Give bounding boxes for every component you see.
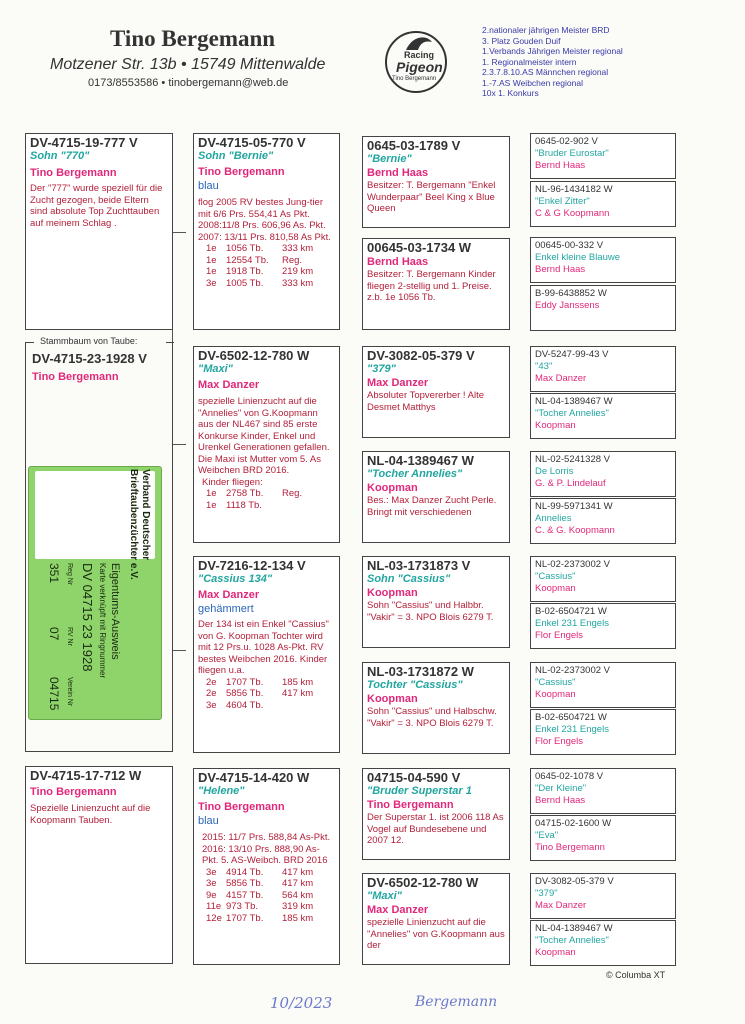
gp-text: 2015: 11/7 Prs. 588,84 As-Pkt. 2016: 13/10 Prs. 888,90 As-Pkt. 5. AS-Weibch. BRD 2016 <box>202 832 331 866</box>
result-row: 3e 4604 Tb. <box>206 699 264 711</box>
card-rv: 07 <box>47 627 61 641</box>
breeder-contact: 0173/8553586 • tinobergemann@web.de <box>88 77 289 89</box>
result-row: 1e 1056 Tb. 333 km <box>206 243 314 254</box>
card-lbl-reg: Reg Nr <box>66 563 73 586</box>
achievement: 1.-7.AS Weibchen regional <box>482 77 583 88</box>
gggp-owner: Koopman <box>535 583 576 594</box>
gggp-box <box>530 285 676 331</box>
ggp-name: "Bernie" <box>367 153 412 165</box>
ownership-card-content <box>29 467 161 719</box>
gggp-owner: Eddy Janssens <box>535 300 600 311</box>
achievement: 2.nationaler jährigen Meister BRD <box>482 25 610 35</box>
subject-top-line <box>26 342 34 343</box>
gp-text-2: Kinder fliegen: <box>202 476 263 488</box>
sire-ring: DV-4715-19-777 V <box>30 135 138 150</box>
ggp-ring: 00645-03-1734 W <box>367 240 472 255</box>
signature: Bergemann <box>415 994 498 1010</box>
ownership-card <box>28 466 162 720</box>
great-grandparent-box <box>362 451 510 543</box>
ggp-name: "Bruder Superstar 1 <box>367 785 472 797</box>
gp-ring: DV-6502-12-780 W <box>198 348 310 363</box>
gggp-name: "Bruder Eurostar" <box>535 148 609 159</box>
gp-ring: DV-4715-05-770 V <box>198 135 306 150</box>
connector-line <box>172 444 186 445</box>
gggp-box <box>530 393 676 439</box>
gp-name: "Cassius 134" <box>198 573 273 585</box>
gggp-name: Enkel 231 Engels <box>535 618 609 629</box>
gp-text: flog 2005 RV bestes Jung-tier mit 6/6 Prs. 554,41 As Pkt. 2008:11/8 Prs. 606,96 As. Pkt. 2007: 13/11 Prs. 810,58 As Pkt. <box>198 197 331 243</box>
gggp-name: De Lorris <box>535 466 574 477</box>
card-ring: DV 04715 23 1928 <box>80 563 95 672</box>
sire-box <box>25 133 173 330</box>
ggp-owner: Koopman <box>367 482 418 494</box>
gggp-box <box>530 451 676 497</box>
great-grandparent-box <box>362 662 510 754</box>
gggp-owner: Flor Engels <box>535 736 584 747</box>
gggp-ring: 04715-02-1600 W <box>535 818 612 829</box>
grandparent-box <box>193 556 340 753</box>
gggp-box <box>530 237 676 283</box>
handwritten-date: 10/2023 <box>270 994 333 1012</box>
gggp-ring: DV-5247-99-43 V <box>535 349 609 360</box>
card-reg: 351 <box>47 563 61 584</box>
gggp-box <box>530 768 676 814</box>
achievement: 1. Regionalmeister intern <box>482 56 577 67</box>
result-row: 3e 5856 Tb. 417 km <box>206 878 314 889</box>
gggp-ring: DV-3082-05-379 V <box>535 876 614 887</box>
gggp-name: "Cassius" <box>535 677 576 688</box>
ggp-owner: Bernd Haas <box>367 256 429 268</box>
gggp-name: "Tocher Annelies" <box>535 935 609 946</box>
gp-text: Der 134 ist ein Enkel "Cassius" von G. Koopman Tochter wird mit 12 Prs.u. 1028 As-Pkt. RV bestes Weibchen 2016. Kinder fliegen u.a. <box>198 619 329 676</box>
gggp-owner: G. & P. Lindelauf <box>535 478 606 489</box>
ggp-owner: Max Danzer <box>367 904 429 916</box>
ggp-owner: Koopman <box>367 587 418 599</box>
ggp-name: "379" <box>367 363 396 375</box>
gggp-ring: 0645-02-902 V <box>535 136 598 147</box>
result-row: 3e 4914 Tb. 417 km <box>206 866 314 878</box>
great-grandparent-box <box>362 556 510 648</box>
ggp-ring: NL-03-1731873 V <box>367 558 471 573</box>
logo-text-main: Pigeon <box>396 59 443 75</box>
ggp-name: "Maxi" <box>367 890 402 902</box>
gggp-ring: B-02-6504721 W <box>535 712 607 723</box>
gggp-ring: NL-04-1389467 W <box>535 396 613 407</box>
ggp-ring: 04715-04-590 V <box>367 770 461 785</box>
breeder-name: Tino Bergemann <box>110 26 276 51</box>
connector-line <box>172 232 186 233</box>
gp-ring: DV-7216-12-134 V <box>198 558 306 573</box>
ggp-text: Besitzer: T. Bergemann "Enkel Wunderpaar" Beel King x Blue Queen <box>367 180 496 214</box>
card-lbl-verein: Verein Nr <box>66 677 73 707</box>
gggp-box <box>530 133 676 179</box>
result-row: 1e 1118 Tb. <box>206 499 262 511</box>
result-row: 12e 1707 Tb. 185 km <box>206 912 314 924</box>
dam-box <box>25 766 173 964</box>
gp-name: "Helene" <box>198 785 245 797</box>
gggp-name: "43" <box>535 361 553 372</box>
ggp-ring: NL-03-1731872 W <box>367 664 474 679</box>
ggp-text: Sohn "Cassius" und Halbschw. "Vakir" = 3. NPO Blois 6279 T. <box>367 706 497 729</box>
result-row: 2e 5856 Tb. 417 km <box>206 688 314 699</box>
great-grandparent-box <box>362 136 510 228</box>
gggp-ring: NL-02-2373002 V <box>535 665 610 676</box>
result-row: 9e 4157 Tb. 564 km <box>206 889 314 901</box>
connector-line <box>172 650 186 651</box>
achievement: 3. Platz Gouden Duif <box>482 35 561 46</box>
gggp-ring: NL-02-5241328 V <box>535 454 610 465</box>
gggp-ring: NL-99-5971341 W <box>535 501 613 512</box>
copyright: © Columba XT <box>606 970 666 980</box>
result-row: 1e 1918 Tb. 219 km <box>206 266 314 277</box>
subject-label: Stammbaum von Taube: <box>40 336 138 346</box>
gggp-ring: NL-04-1389467 W <box>535 923 613 934</box>
breeder-address: Motzener Str. 13b • 15749 Mittenwalde <box>50 56 326 73</box>
result-row: 3e 1005 Tb. 333 km <box>206 277 314 289</box>
dam-ring: DV-4715-17-712 W <box>30 768 142 783</box>
gggp-owner: Koopman <box>535 947 576 958</box>
ggp-owner: Bernd Haas <box>367 167 429 179</box>
card-title: Eigentums-Ausweis <box>109 563 121 660</box>
gp-owner: Tino Bergemann <box>198 801 285 813</box>
gggp-box <box>530 181 676 227</box>
gggp-box <box>530 920 676 966</box>
card-lbl-rv: RV Nr <box>66 627 73 646</box>
gggp-name: "379" <box>535 888 558 899</box>
gp-text: spezielle Linienzucht auf die "Annelies" von G.Koopmann aus der NL467 sind 85 erste Konkurse Kinder, Enkel und Urenkel Generationen gefallen. Die Maxi ist Mutter vom 5. As Weibchen BRD 2016. <box>198 396 330 476</box>
gggp-owner: Max Danzer <box>535 900 587 911</box>
gggp-owner: C. & G. Koopmann <box>535 525 615 536</box>
card-org-1: Verband Deutscher <box>140 469 151 561</box>
gp-color: blau <box>198 180 219 192</box>
gggp-box <box>530 815 676 861</box>
gggp-owner: Koopman <box>535 420 576 431</box>
racing-pigeon-logo <box>378 28 458 98</box>
subject-ring: DV-4715-23-1928 V <box>32 351 147 366</box>
gggp-name: Enkel 231 Engels <box>535 724 609 735</box>
gggp-box <box>530 556 676 602</box>
gggp-owner: Bernd Haas <box>535 795 586 806</box>
gggp-ring: 00645-00-332 V <box>535 240 604 251</box>
gggp-name: Annelies <box>535 513 572 524</box>
great-grandparent-box <box>362 238 510 330</box>
ggp-owner: Koopman <box>367 693 418 705</box>
gggp-name: "Enkel Zitter" <box>535 196 590 207</box>
grandparent-box <box>193 133 340 330</box>
gggp-ring: B-02-6504721 W <box>535 606 607 617</box>
ggp-text: Der Superstar 1. ist 2006 118 As Vogel auf Bundesebene und 2007 12. <box>367 812 504 846</box>
ggp-text: Bes.: Max Danzer Zucht Perle. Bringt mit verschiedenen <box>367 495 497 518</box>
gggp-name: Enkel kleine Blauwe <box>535 252 621 263</box>
gp-name: Sohn "Bernie" <box>198 150 274 162</box>
ggp-owner: Tino Bergemann <box>367 799 454 811</box>
ggp-ring: DV-3082-05-379 V <box>367 348 475 363</box>
gggp-ring: B-99-6438852 W <box>535 288 607 299</box>
result-row: 1e 12554 Tb. Reg. <box>206 254 303 266</box>
grandparent-box <box>193 346 340 543</box>
great-grandparent-box <box>362 346 510 438</box>
achievement: 10x 1. Konkurs <box>482 88 539 98</box>
gggp-ring: NL-02-2373002 V <box>535 559 610 570</box>
gp-owner: Max Danzer <box>198 379 260 391</box>
gggp-owner: Flor Engels <box>535 630 584 641</box>
card-verein: 04715 <box>47 677 61 711</box>
gggp-owner: Bernd Haas <box>535 264 586 275</box>
gggp-owner: Koopman <box>535 689 576 700</box>
gp-name: "Maxi" <box>198 363 233 375</box>
ggp-text: spezielle Linienzucht auf die "Annelies" von G.Koopmann aus der <box>367 917 505 951</box>
logo-text-top: Racing <box>404 50 435 60</box>
ggp-name: "Tocher Annelies" <box>367 468 463 480</box>
dam-text: Spezielle Linienzucht auf die Koopmann Tauben. <box>30 803 151 826</box>
gggp-ring: NL-96-1434182 W <box>535 184 613 195</box>
ggp-ring: DV-6502-12-780 W <box>367 875 479 890</box>
ggp-text: Absoluter Topvererber ! Alte Desmet Matthys <box>367 390 485 413</box>
gp-ring: DV-4715-14-420 W <box>198 770 310 785</box>
result-row: 11e 973 Tb. 319 km <box>206 901 314 912</box>
achievement: 2.3.7.8.10.AS Männchen regional <box>482 67 609 77</box>
gggp-name: "Cassius" <box>535 571 576 582</box>
gggp-name: "Eva" <box>535 830 559 841</box>
gggp-owner: Bernd Haas <box>535 160 586 171</box>
subject-owner: Tino Bergemann <box>32 371 119 383</box>
gp-color: blau <box>198 815 219 827</box>
gggp-box <box>530 709 676 755</box>
gggp-name: "Tocher Annelies" <box>535 408 609 419</box>
achievement: 1.Verbands Jährigen Meister regional <box>482 46 623 56</box>
result-row: 1e 2758 Tb. Reg. <box>206 488 303 499</box>
gggp-owner: C & G Koopmann <box>535 208 610 219</box>
gp-color: gehämmert <box>198 603 254 615</box>
ggp-text: Besitzer: T. Bergemann Kinder fliegen 2-stellig und 1. Preise. z.b. 1e 1056 Tb. <box>367 269 496 303</box>
ggp-ring: NL-04-1389467 W <box>367 453 474 468</box>
card-subtitle: Karte verknüpft mit Ringnummer <box>98 563 107 679</box>
achievements-list <box>482 25 672 99</box>
ggp-ring: 0645-03-1789 V <box>367 138 461 153</box>
sire-name: Sohn "770" <box>30 150 90 162</box>
great-grandparent-box <box>362 768 510 860</box>
sire-text: Der "777" wurde speziell für die Zucht gezogen, beide Eltern sind absolute Top Zuchttauben auf meinem Schlag . <box>30 183 163 229</box>
gggp-box <box>530 873 676 919</box>
result-row: 2e 1707 Tb. 185 km <box>206 676 314 688</box>
ggp-name: Sohn "Cassius" <box>367 573 451 585</box>
ggp-name: Tochter "Cassius" <box>367 679 463 691</box>
gggp-ring: 0645-02-1078 V <box>535 771 604 782</box>
logo-text-bottom: Tino Bergemann <box>392 76 437 82</box>
card-org-2: Brieftaubenzüchter e.V. <box>128 469 139 580</box>
gggp-box <box>530 346 676 392</box>
ggp-text: Sohn "Cassius" und Halbbr. "Vakir" = 3. NPO Blois 6279 T. <box>367 600 494 623</box>
gggp-owner: Max Danzer <box>535 373 587 384</box>
gggp-box <box>530 603 676 649</box>
gp-owner: Tino Bergemann <box>198 166 285 178</box>
sire-owner: Tino Bergemann <box>30 167 117 179</box>
dam-owner: Tino Bergemann <box>30 786 117 798</box>
gggp-name: "Der Kleine" <box>535 783 587 794</box>
subject-top-line <box>166 342 174 343</box>
gp-owner: Max Danzer <box>198 589 260 601</box>
gggp-box <box>530 662 676 708</box>
great-grandparent-box <box>362 873 510 965</box>
grandparent-box <box>193 768 340 965</box>
ggp-owner: Max Danzer <box>367 377 429 389</box>
gggp-owner: Tino Bergemann <box>535 842 605 853</box>
gggp-box <box>530 498 676 544</box>
